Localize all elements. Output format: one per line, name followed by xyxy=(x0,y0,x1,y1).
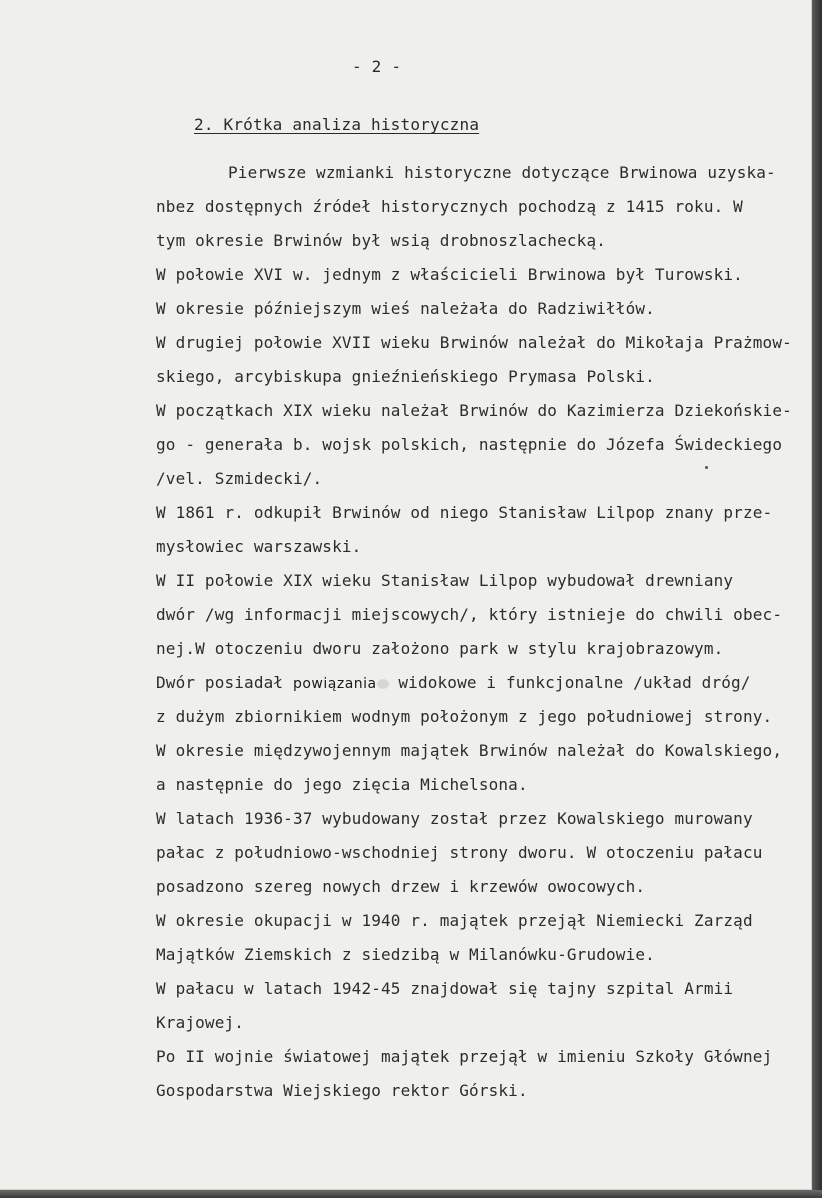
text-line: dwór /wg informacji miejscowych/, który istnieje do chwili obec- xyxy=(156,605,783,624)
ink-speck xyxy=(705,466,708,469)
text-line: nbez dostępnych źródeł historycznych pochodzą z 1415 roku. W xyxy=(156,197,743,216)
text-line: Gospodarstwa Wiejskiego rektor Górski. xyxy=(156,1081,528,1100)
text-line: go - generała b. wojsk polskich, następnie do Józefa Śwideckiego xyxy=(156,435,783,454)
typed-segment: Dwór posiadał xyxy=(156,673,293,692)
text-line: mysłowiec warszawski. xyxy=(156,537,362,556)
typed-segment: widokowe i funkcjonalne /układ dróg/ xyxy=(388,673,751,692)
page-edge-shadow xyxy=(812,0,822,1198)
text-line: skiego, arcybiskupa gnieźnieńskiego Prymasa Polski. xyxy=(156,367,655,386)
text-line: a następnie do jego zięcia Michelsona. xyxy=(156,775,528,794)
text-line: Pierwsze wzmianki historyczne dotyczące Brwinowa uzyska- xyxy=(228,163,776,182)
ink-smudge xyxy=(377,679,389,689)
section-heading: 2. Krótka analiza historyczna xyxy=(194,115,480,134)
text-line: pałac z południowo-wschodniej strony dworu. W otoczeniu pałacu xyxy=(156,843,763,862)
text-line: W pałacu w latach 1942-45 znajdował się tajny szpital Armii xyxy=(156,979,734,998)
text-line: W II połowie XIX wieku Stanisław Lilpop wybudował drewniany xyxy=(156,571,734,590)
text-line: Krajowej. xyxy=(156,1013,245,1032)
text-line: W 1861 r. odkupił Brwinów od niego Stanisław Lilpop znany prze- xyxy=(156,503,773,522)
page-number: - 2 - xyxy=(352,57,402,76)
text-line: Majątków Ziemskich z siedzibą w Milanówku-Grudowie. xyxy=(156,945,655,964)
body-text xyxy=(156,162,812,1114)
text-line: W okresie okupacji w 1940 r. majątek przejął Niemiecki Zarząd xyxy=(156,911,753,930)
text-line: W drugiej połowie XVII wieku Brwinów należał do Mikołaja Prażmow- xyxy=(156,333,792,352)
text-line: W połowie XVI w. jednym z właścicieli Brwinowa był Turowski. xyxy=(156,265,743,284)
text-line: Po II wojnie światowej majątek przejął w imieniu Szkoły Głównej xyxy=(156,1047,773,1066)
text-line: /vel. Szmidecki/. xyxy=(156,469,323,488)
text-line: tym okresie Brwinów był wsią drobnoszlachecką. xyxy=(156,231,607,250)
text-line: posadzono szereg nowych drzew i krzewów owocowych. xyxy=(156,877,646,896)
text-line: W okresie międzywojennym majątek Brwinów należał do Kowalskiego, xyxy=(156,741,783,760)
text-line: W początkach XIX wieku należał Brwinów do Kazimierza Dziekońskie- xyxy=(156,401,792,420)
text-line: z dużym zbiornikiem wodnym położonym z jego południowej strony. xyxy=(156,707,773,726)
text-line: W latach 1936-37 wybudowany został przez Kowalskiego murowany xyxy=(156,809,753,828)
handwritten-insert: powiązania xyxy=(292,676,377,692)
page-edge-shadow xyxy=(0,1190,822,1198)
text-line-with-handwriting xyxy=(156,672,812,706)
text-line: nej.W otoczeniu dworu założono park w stylu krajobrazowym. xyxy=(156,639,724,658)
text-line: W okresie późniejszym wieś należała do Radziwiłłów. xyxy=(156,299,655,318)
